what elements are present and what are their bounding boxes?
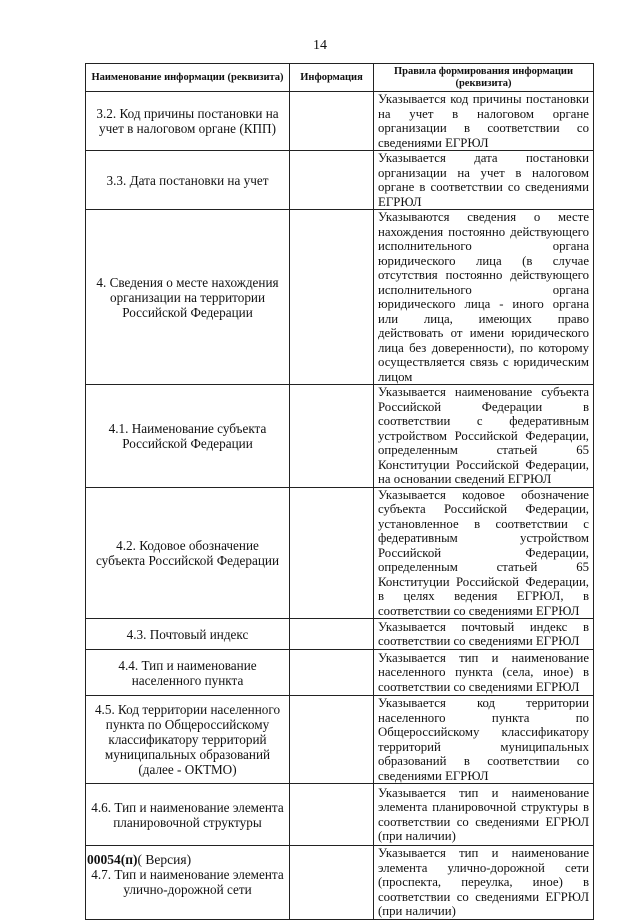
requisite-rule: Указываются сведения о месте нахождения постоянно действующего исполнительного органа юридического лица (в случае отсутствия постоянно действующего исполнительного органа юридического лица - иного органа или лица, имеющих право действовать от имени юридического лица без доверенности), по которому осуществляется связь с юридическим лицом	[374, 210, 594, 385]
requisite-name: 3.2. Код причины постановки на учет в налоговом органе (КПП)	[86, 92, 290, 151]
requisite-info	[290, 210, 374, 385]
form-code: 00054(п)	[87, 852, 138, 867]
requisite-info	[290, 487, 374, 619]
table-row	[86, 784, 594, 846]
requisite-name: 4.4. Тип и наименование населенного пункта	[86, 650, 290, 696]
requisite-name: 4.6. Тип и наименование элемента планировочной структуры	[86, 784, 290, 846]
table-row	[86, 619, 594, 650]
table-header-row	[86, 64, 594, 92]
table-row	[86, 385, 594, 488]
column-header-name: Наименование информации (реквизита)	[86, 64, 290, 92]
requisite-info	[290, 650, 374, 696]
requisite-name: 4. Сведения о месте нахождения организации на территории Российской Федерации	[86, 210, 290, 385]
requisite-rule: Указывается кодовое обозначение субъекта Российской Федерации, установленное в соответствии с федеративным устройством Российской Федерации, определенным статьей 65 Конституции Российской Федерации, в целях ведения ЕГРЮЛ, в соответствии со сведениями ЕГРЮЛ	[374, 487, 594, 619]
requisite-rule: Указывается почтовый индекс в соответствии со сведениями ЕГРЮЛ	[374, 619, 594, 650]
requisite-rule: Указывается код причины постановки на учет в налоговом органе организации в соответствии со сведениями ЕГРЮЛ	[374, 92, 594, 151]
requisite-rule: Указывается тип и наименование населенного пункта (села, иное) в соответствии со сведениями ЕГРЮЛ	[374, 650, 594, 696]
table-row	[86, 92, 594, 151]
column-header-info: Информация	[290, 64, 374, 92]
requisite-name: 3.3. Дата постановки на учет	[86, 151, 290, 210]
requisite-info	[290, 619, 374, 650]
requisite-name: 4.1. Наименование субъекта Российской Федерации	[86, 385, 290, 488]
requisite-name: 4.3. Почтовый индекс	[86, 619, 290, 650]
requisite-info	[290, 151, 374, 210]
requisite-rule: Указывается тип и наименование элемента планировочной структуры в соответствии со сведениями ЕГРЮЛ (при наличии)	[374, 784, 594, 846]
requisite-name: 4.7. Тип и наименование элемента улично-дорожной сети	[86, 846, 290, 920]
requisite-info	[290, 696, 374, 784]
requisites-table	[85, 63, 594, 920]
page-number: 14	[313, 38, 327, 53]
requisite-info	[290, 385, 374, 488]
table-row	[86, 210, 594, 385]
document-footer	[87, 852, 191, 868]
requisite-rule: Указывается дата постановки организации на учет в налоговом органе в соответствии со сведениями ЕГРЮЛ	[374, 151, 594, 210]
requisite-info	[290, 846, 374, 920]
requisite-rule: Указывается тип и наименование элемента улично-дорожной сети (проспекта, переулка, иное) в соответствии со сведениями ЕГРЮЛ (при наличии)	[374, 846, 594, 920]
requisite-rule: Указывается наименование субъекта Российской Федерации в соответствии с федеративным устройством Российской Федерации, определенным статьей 65 Конституции Российской Федерации, на основании сведений ЕГРЮЛ	[374, 385, 594, 488]
table-row	[86, 696, 594, 784]
requisite-info	[290, 784, 374, 846]
table-row	[86, 650, 594, 696]
form-version: ( Версия)	[137, 852, 192, 867]
table-row	[86, 487, 594, 619]
requisite-rule: Указывается код территории населенного пункта по Общероссийскому классификатору территорий муниципальных образований в соответствии со сведениями ЕГРЮЛ	[374, 696, 594, 784]
requisite-name: 4.2. Кодовое обозначение субъекта Российской Федерации	[86, 487, 290, 619]
table-row	[86, 151, 594, 210]
requisite-name: 4.5. Код территории населенного пункта по Общероссийскому классификатору территорий муниципальных образований (далее - ОКТМО)	[86, 696, 290, 784]
requisite-info	[290, 92, 374, 151]
column-header-rule: Правила формирования информации (реквизита)	[374, 64, 594, 92]
